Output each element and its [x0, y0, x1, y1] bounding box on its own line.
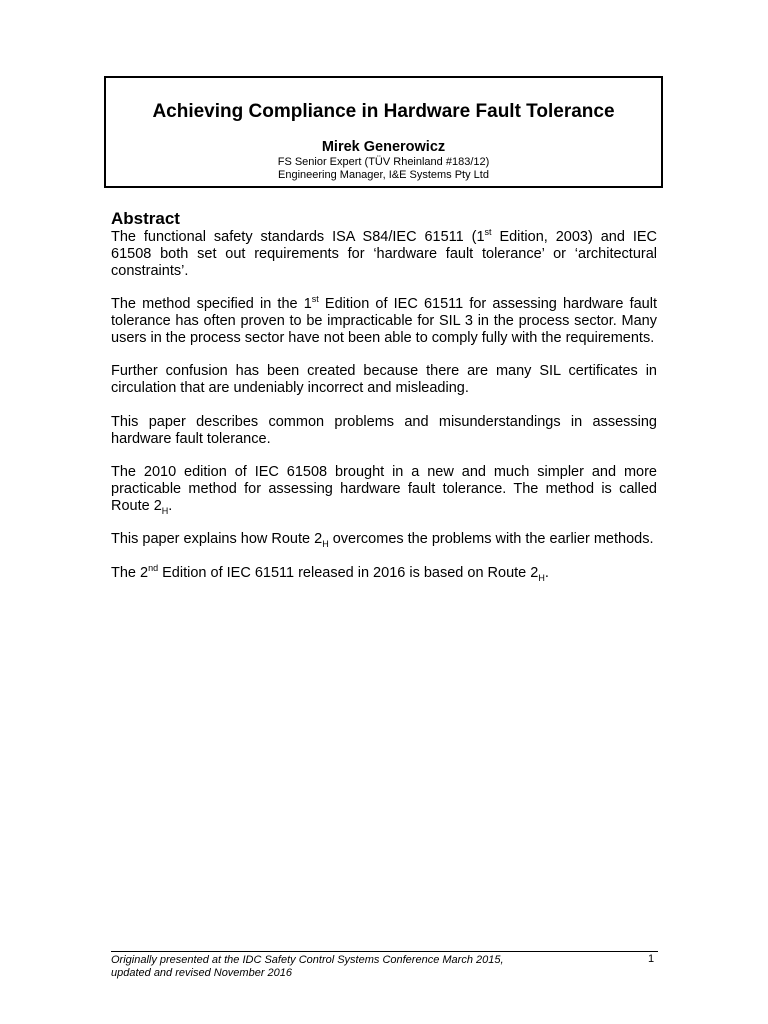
p1-text-b: Edition, 2003) and IEC 61508 both set out requirements for ‘hardware fault tolerance’ or ‘architectural constraints’.: [111, 229, 657, 279]
abstract-paragraph-1: [111, 229, 657, 279]
footer-note-line-2: updated and revised November 2016: [111, 966, 293, 979]
footer-rule: [111, 951, 658, 952]
p6-subscript: H: [322, 539, 329, 550]
abstract-heading: Abstract: [111, 209, 180, 228]
p2-text-b: Edition of IEC 61511 for assessing hardware fault tolerance has often proven to be impracticable for SIL 3 in the process sector. Many users in the process sector have not been able to comply fully with the requirements.: [111, 296, 657, 346]
affiliation-line-2: Engineering Manager, I&E Systems Pty Ltd: [278, 168, 489, 181]
author-name: Mirek Generowicz: [321, 139, 446, 155]
abstract-paragraph-4: This paper describes common problems and misunderstandings in assessing hardware fault tolerance.: [111, 413, 657, 447]
p1-superscript: st: [484, 227, 492, 238]
p5-text-b: .: [168, 497, 173, 514]
footer-note-line-1: Originally presented at the IDC Safety Control Systems Conference March 2015,: [111, 954, 504, 966]
p7-subscript: H: [538, 572, 545, 583]
p6-text-b: overcomes the problems with the earlier methods.: [328, 531, 654, 548]
abstract-paragraph-2: [111, 296, 657, 346]
page-number: 1: [648, 953, 655, 965]
p5-text-a: The 2010 edition of IEC 61508 brought in a new and much simpler and more practicable method for assessing hardware fault tolerance. The method is called Route 2: [111, 464, 657, 514]
abstract-body: [111, 229, 657, 599]
p1-text-a: The functional safety standards ISA S84/IEC 61511 (1: [111, 229, 485, 245]
p2-text-a: The method specified in the 1: [111, 296, 312, 313]
p6-text-a: This paper explains how Route 2: [111, 531, 323, 548]
footer-note: [111, 954, 581, 979]
p7-superscript: nd: [148, 563, 159, 574]
paper-title: Achieving Compliance in Hardware Fault Tolerance: [152, 101, 615, 122]
p7-text-b: Edition of IEC 61511 released in 2016 is based on Route 2: [158, 564, 539, 581]
title-box: [104, 76, 663, 188]
abstract-paragraph-7: [111, 565, 657, 582]
abstract-paragraph-6: [111, 531, 657, 548]
p7-text-c: .: [544, 564, 549, 581]
affiliation-line-1: FS Senior Expert (TÜV Rheinland #183/12): [277, 156, 490, 168]
abstract-paragraph-3: Further confusion has been created because there are many SIL certificates in circulation that are undeniably incorrect and misleading.: [111, 363, 657, 397]
p2-superscript: st: [311, 294, 319, 305]
p5-subscript: H: [161, 505, 169, 516]
abstract-paragraph-5: [111, 464, 657, 514]
p7-text-a: The 2: [111, 564, 149, 581]
